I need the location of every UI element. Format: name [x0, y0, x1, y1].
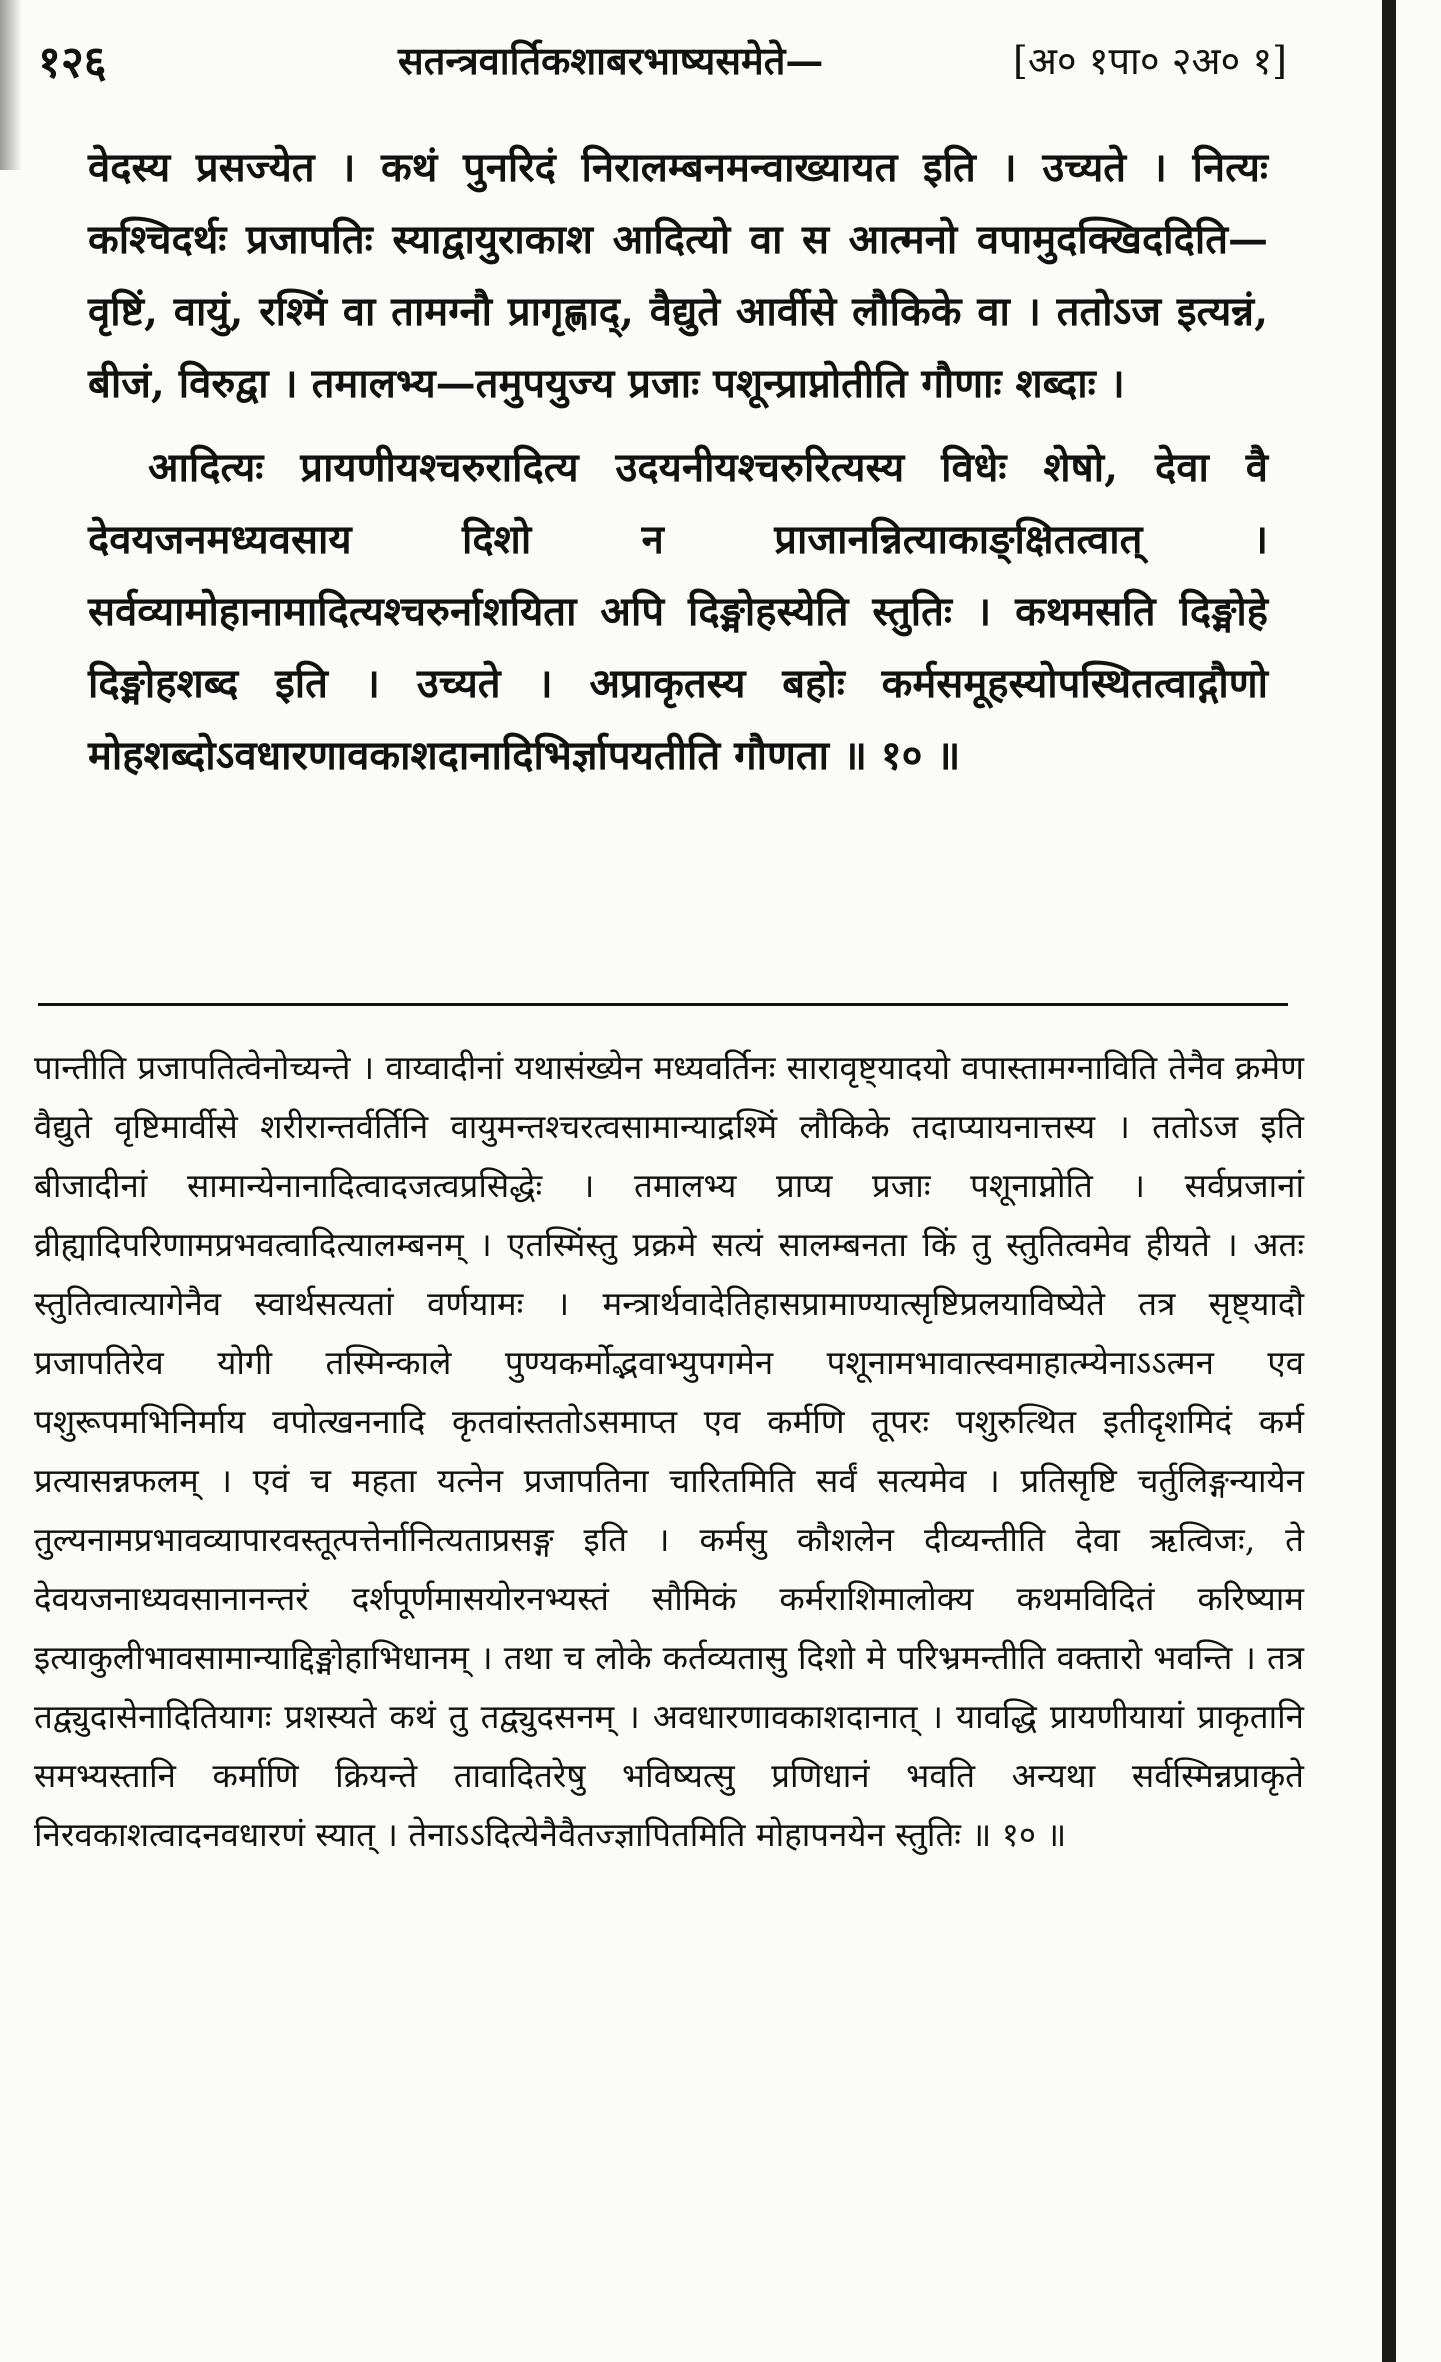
page-edge-rule — [1382, 0, 1396, 2362]
running-title: सतन्त्रवार्तिकशाबरभाष्यसमेते— — [398, 38, 824, 83]
main-paragraph-1: वेदस्य प्रसज्येत । कथं पुनरिदं निरालम्बनमन्वाख्यायत इति । उच्यते । नित्यः कश्चिदर्थः प्रजापतिः स्याद्वायुराकाश आदित्यो वा स आत्मनो वपामुदक्खिददिति—वृष्टिं, वायुं, रश्मिं वा तामग्नौ प्रागृह्णाद्, वैद्युते आर्वीसे लौकिके वा । ततोऽज इत्यन्नं, बीजं, विरुद्वा । तमालभ्य—तमुपयुज्य प्रजाः पशून्प्राप्नोतीति गौणाः शब्दाः । — [88, 144, 1268, 407]
page-header — [38, 18, 1338, 98]
commentary-text — [34, 1038, 1304, 1864]
chapter-reference: [अ० १पा० २अ० १] — [1013, 39, 1287, 83]
binding-shadow — [0, 0, 22, 170]
main-paragraph-2: आदित्यः प्रायणीयश्चरुरादित्य उदयनीयश्चरुरित्यस्य विधेः शेषो, देवा वै देवयजनमध्यवसाय दिशो न प्राजानन्नित्याकाङ्क्षितत्वात् । सर्वव्यामोहानामादित्यश्चरुर्नाशयिता अपि दिङ्मोहस्येति स्तुतिः । कथमसति दिङ्मोहे दिङ्मोहशब्द इति । उच्यते । अप्राकृतस्य बहोः कर्मसमूहस्योपस्थितत्वाद्गौणो मोहशब्दोऽवधारणावकाशदानादिभिर्ज्ञापयतीति गौणता ॥ १० ॥ — [88, 444, 1268, 779]
commentary-paragraph: पान्तीति प्रजापतित्वेनोच्यन्ते । वाय्वादीनां यथासंख्येन मध्यवर्तिनः सारावृष्ट्यादयो वपास्तामग्नाविति तेनैव क्रमेण वैद्युते वृष्टिमार्वीसे शरीरान्तर्वर्तिनि वायुमन्तश्चरत्वसामान्याद्रश्मिं लौकिके तदाप्यायनात्तस्य । ततोऽज इति बीजादीनां सामान्येनानादित्वादजत्वप्रसिद्धेः । तमालभ्य प्राप्य प्रजाः पशूनाप्नोति । सर्वप्रजानां व्रीह्यादिपरिणामप्रभवत्वादित्यालम्बनम् । एतस्मिंस्तु प्रक्रमे सत्यं सालम्बनता किं तु स्तुतित्वमेव हीयते । अतः स्तुतित्वात्यागेनैव स्वार्थसत्यतां वर्णयामः । मन्त्रार्थवादेतिहासप्रामाण्यात्सृष्टिप्रलयाविष्येते तत्र सृष्ट्यादौ प्रजापतिरेव योगी तस्मिन्काले पुण्यकर्मोद्भवाभ्युपगमेन पशूनामभावात्स्वमाहात्म्येनाऽऽत्मन एव पशुरूपमभिनिर्माय वपोत्खननादि कृतवांस्ततोऽसमाप्त एव कर्मणि तूपरः पशुरुत्थित इतीदृशमिदं कर्म प्रत्यासन्नफलम् । एवं च महता यत्नेन प्रजापतिना चारितमिति सर्वं सत्यमेव । प्रतिसृष्टि चर्तुलिङ्गन्यायेन तुल्यनामप्रभावव्यापारवस्तूत्पत्तेर्नानित्यताप्रसङ्ग इति । कर्मसु कौशलेन दीव्यन्तीति देवा ऋत्विजः, ते देवयजनाध्यवसानानन्तरं दर्शपूर्णमासयोरनभ्यस्तं सौमिकं कर्मराशिमालोक्य कथमविदितं करिष्याम इत्याकुलीभावसामान्याद्दिङ्मोहाभिधानम् । तथा च लोके कर्तव्यतासु दिशो मे परिभ्रमन्तीति वक्तारो भवन्ति । तत्र तद्व्युदासेनादितियागः प्रशस्यते कथं तु तद्व्युदसनम् । अवधारणावकाशदानात् । यावद्धि प्रायणीयायां प्राकृतानि समभ्यस्तानि कर्माणि क्रियन्ते तावादितरेषु भविष्यत्सु प्रणिधानं भवति अन्यथा सर्वस्मिन्नप्राकृते निरवकाशत्वादनवधारणं स्यात् । तेनाऽऽदित्येनैवैतज्ज्ञापितमिति मोहापनयेन स्तुतिः ॥ १० ॥ — [34, 1048, 1304, 1854]
section-divider — [38, 1003, 1288, 1006]
page-number: १२६ — [38, 37, 107, 88]
main-text — [88, 132, 1268, 792]
